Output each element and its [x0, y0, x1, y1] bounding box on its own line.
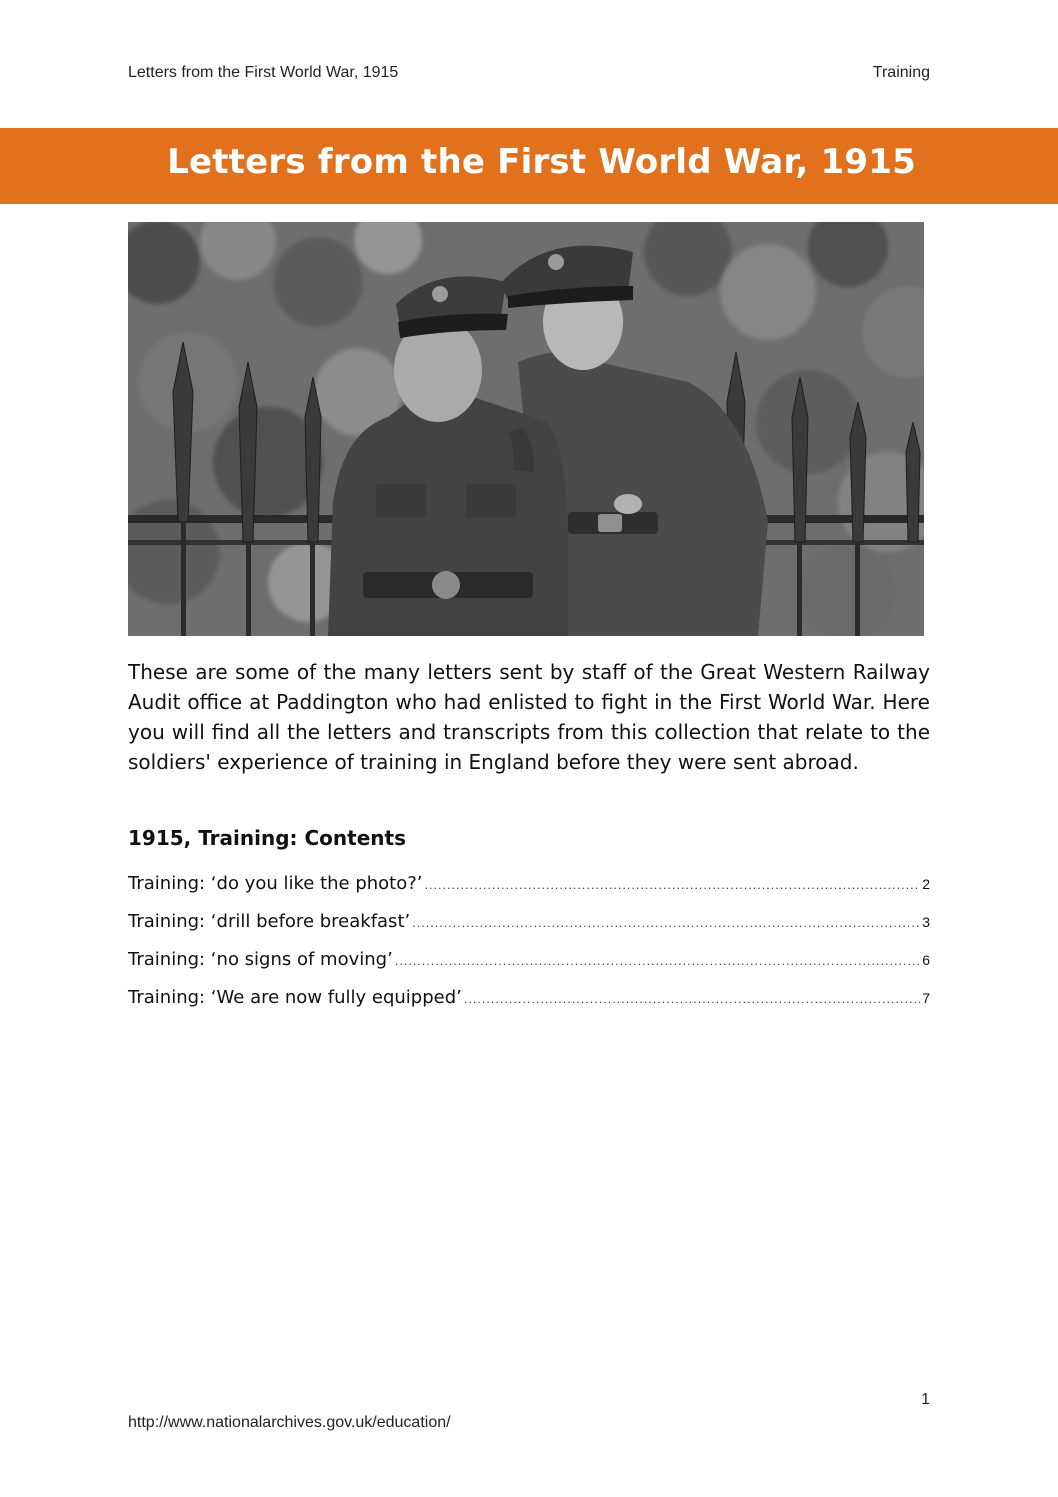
- toc-entry-title[interactable]: Training: ‘no signs of moving’: [128, 949, 393, 970]
- toc-entry-page[interactable]: 7: [922, 990, 930, 1006]
- toc-dot-leader: [464, 993, 920, 1006]
- toc-entry-title[interactable]: Training: ‘do you like the photo?’: [128, 873, 423, 894]
- soldiers-photograph: [128, 222, 924, 636]
- toc-dot-leader: [425, 879, 921, 892]
- toc-entry[interactable]: [128, 911, 930, 949]
- toc-entry-page[interactable]: 2: [922, 876, 930, 892]
- header-document-title: Letters from the First World War, 1915: [128, 64, 399, 81]
- contents-heading: 1915, Training: Contents: [128, 826, 406, 850]
- toc-entry[interactable]: [128, 949, 930, 987]
- header-section-name: Training: [872, 64, 930, 81]
- running-header: [128, 64, 930, 82]
- toc-entry-title[interactable]: Training: ‘We are now fully equipped’: [128, 987, 462, 1008]
- toc-dot-leader: [395, 955, 920, 968]
- intro-paragraph: These are some of the many letters sent by staff of the Great Western Railway Audit office at Paddington who had enlisted to fight in the First World War. Here you will find all the letters and transcripts from this collection that relate to the soldiers' experience of training in England before they were sent abroad.: [128, 660, 930, 774]
- footer-url-link[interactable]: http://www.nationalarchives.gov.uk/education/: [128, 1414, 451, 1431]
- toc-dot-leader: [412, 917, 920, 930]
- page-number: 1: [921, 1391, 930, 1408]
- toc-entry-page[interactable]: 6: [922, 952, 930, 968]
- toc-entry[interactable]: [128, 873, 930, 911]
- toc-entry[interactable]: [128, 987, 930, 1025]
- page-title: Letters from the First World War, 1915: [167, 142, 916, 182]
- toc-entry-page[interactable]: 3: [922, 914, 930, 930]
- toc-entry-title[interactable]: Training: ‘drill before breakfast’: [128, 911, 411, 932]
- title-banner: [0, 128, 1058, 204]
- table-of-contents: [128, 873, 930, 1025]
